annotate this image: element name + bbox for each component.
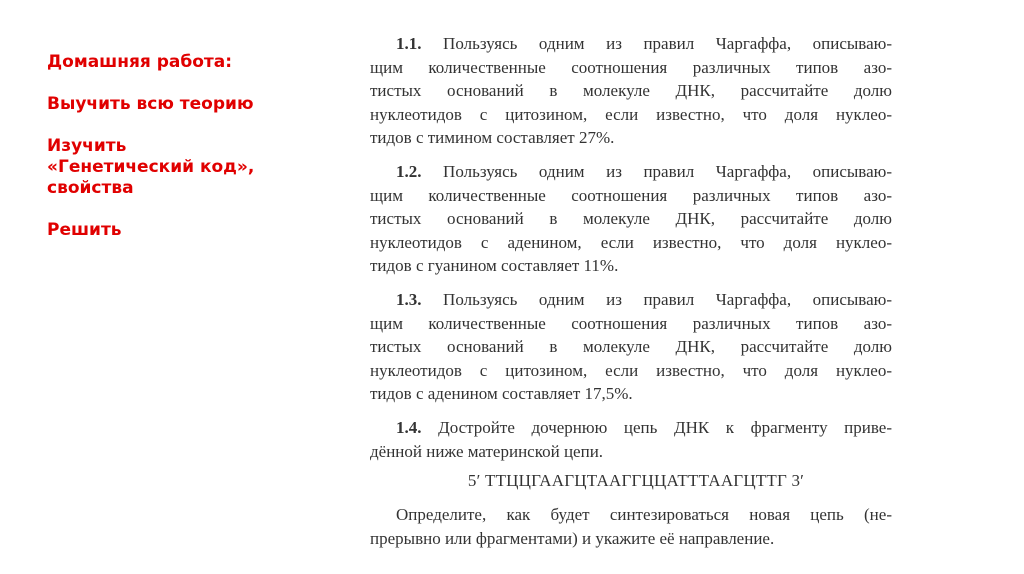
task-text-line: Пользуясь одним из правил Чаргаффа, описываю- (443, 34, 892, 53)
task-text-line: Пользуясь одним из правил Чаргаффа, описываю- (443, 289, 892, 309)
task-number: 1.4. (396, 417, 422, 437)
homework-panel (47, 52, 347, 241)
homework-item-study-line1: Изучить (47, 136, 127, 156)
task-text-line: щим количественные соотношения различных типов азо- (370, 185, 892, 205)
task-1-1 (370, 32, 892, 150)
textbook-excerpt (370, 32, 892, 560)
task-text-line: нуклеотидов с аденином, если известно, что доля нуклео- (370, 232, 892, 252)
task-1-4 (370, 416, 892, 550)
homework-title: Домашняя работа: (47, 52, 233, 72)
homework-item-solve: Решить (47, 220, 122, 240)
task-number: 1.2. (396, 161, 422, 181)
task-text-line: Достройте дочернюю цепь ДНК к фрагменту приве- (438, 417, 892, 437)
homework-item-learn-theory: Выучить всю теорию (47, 94, 254, 114)
task-1-3 (370, 288, 892, 406)
task-number: 1.3. (396, 289, 422, 309)
task-1-2 (370, 160, 892, 278)
task-question-line: Определите, как будет синтезироваться новая цепь (не- (396, 505, 892, 525)
task-text-line: тидов с аденином составляет 17,5%. (370, 384, 633, 404)
task-number: 1.1. (396, 34, 422, 53)
task-text-line: нуклеотидов с цитозином, если известно, что доля нуклео- (370, 360, 892, 380)
task-text-line: нуклеотидов с цитозином, если известно, что доля нуклео- (370, 104, 892, 124)
task-text-line: тистых оснований в молекуле ДНК, рассчитайте долю (370, 209, 892, 229)
task-text-line: тидов с тимином составляет 27%. (370, 128, 615, 148)
task-text-line: щим количественные соотношения различных типов азо- (370, 57, 892, 77)
dna-sequence: 5′ ТТЦЦГААГЦТААГГЦЦАТТТААГЦТТГ 3′ (467, 471, 805, 491)
task-text-line: тистых оснований в молекуле ДНК, рассчитайте долю (370, 337, 892, 357)
task-text-line: щим количественные соотношения различных типов азо- (370, 313, 892, 333)
task-text-line: дённой ниже материнской цепи. (370, 441, 604, 461)
homework-item-study-line2: «Генетический код», (47, 157, 255, 177)
homework-item-study-line3: свойства (47, 178, 134, 198)
task-text-line: тидов с гуанином составляет 11%. (370, 256, 619, 276)
task-text-line: Пользуясь одним из правил Чаргаффа, описываю- (443, 161, 892, 181)
task-question-line: прерывно или фрагментами) и укажите её направление. (370, 528, 775, 548)
task-text-line: тистых оснований в молекуле ДНК, рассчитайте долю (370, 81, 892, 101)
